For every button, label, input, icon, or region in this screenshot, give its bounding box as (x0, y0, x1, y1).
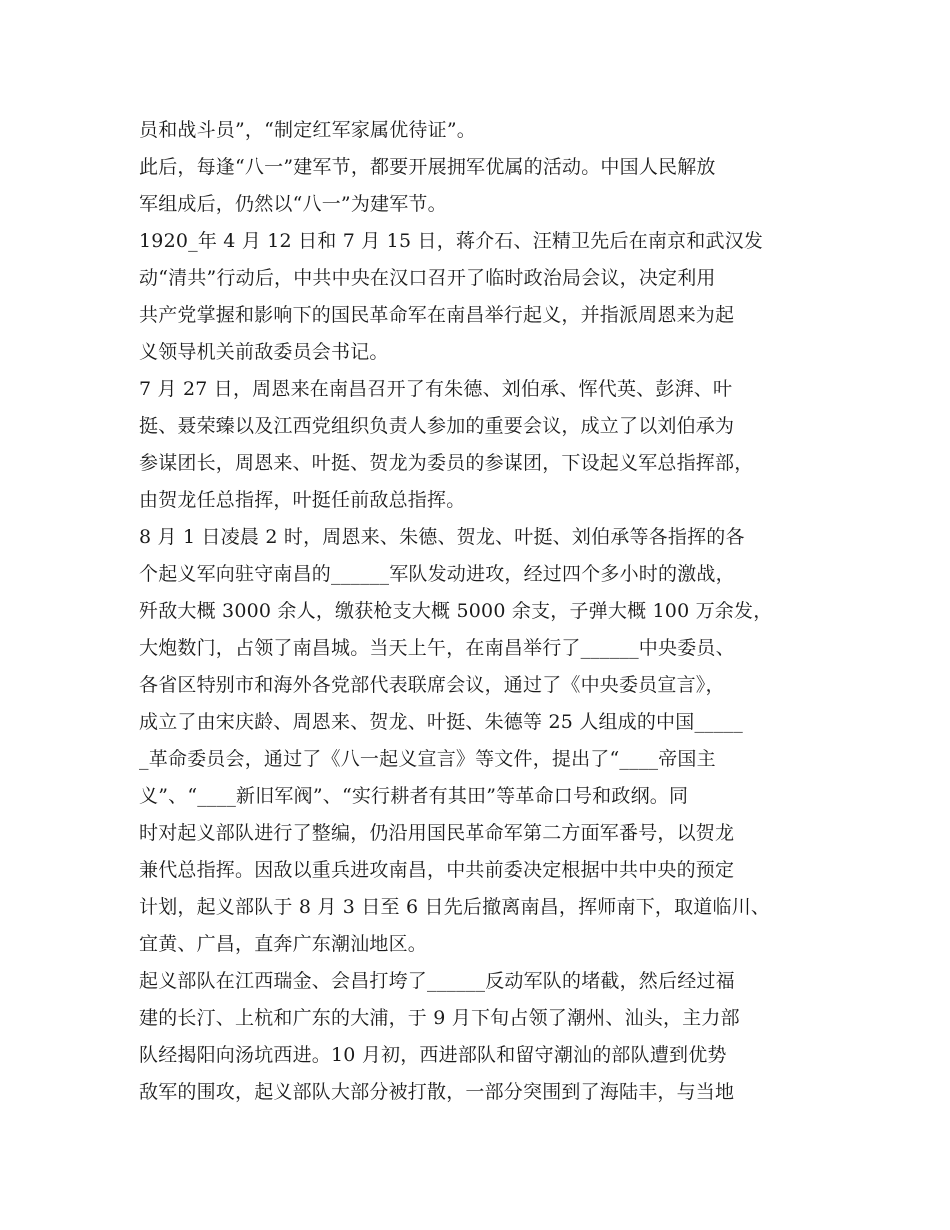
text-line: 敌军的围攻，起义部队大部分被打散，一部分突围到了海陆丰，与当地 (139, 1081, 735, 1103)
text-line: 7 月 27 日，周恩来在南昌召开了有朱德、刘伯承、恽代英、彭湃、叶 (139, 378, 733, 400)
text-line: 建的长汀、上杭和广东的大浦，于 9 月下旬占领了潮州、汕头，主力部 (139, 1007, 740, 1029)
text-line: 队经揭阳向汤坑西进。10 月初，西进部队和留守潮汕的部队遭到优势 (139, 1044, 727, 1066)
text-line: 共产党掌握和影响下的国民革命军在南昌举行起义，并指派周恩来为起 (139, 304, 735, 326)
text-line: 军组成后，仍然以“八一”为建军节。 (139, 193, 447, 215)
paragraph-3 (139, 223, 819, 371)
paragraph-4 (139, 371, 819, 519)
paragraph-6 (139, 963, 819, 1111)
text-line: 义”、“____新旧军阀”、“实行耕者有其田”等革命口号和政纲。同 (139, 785, 689, 807)
text-line: 时对起义部队进行了整编，仍沿用国民革命军第二方面军番号，以贺龙 (139, 822, 735, 844)
text-line: 挺、聂荣臻以及江西党组织负责人参加的重要会议，成立了以刘伯承为 (139, 415, 735, 437)
text-line: 此后，每逢“八一”建军节，都要开展拥军优属的活动。中国人民解放 (139, 156, 716, 178)
text-line: _革命委员会，通过了《八一起义宣言》等文件，提出了“____帝国主 (139, 748, 716, 770)
text-line: 歼敌大概 3000 余人，缴获枪支大概 5000 余支，子弹大概 100 万余发， (139, 600, 773, 622)
paragraph-2 (139, 149, 819, 223)
text-line: 大炮数门，占领了南昌城。当天上午，在南昌举行了______中央委员、 (139, 637, 735, 659)
text-line: 8 月 1 日凌晨 2 时，周恩来、朱德、贺龙、叶挺、刘伯承等各指挥的各 (139, 526, 745, 548)
text-line: 宜黄、广昌，直奔广东潮汕地区。 (139, 933, 428, 955)
text-line: 义领导机关前敌委员会书记。 (139, 341, 389, 363)
paragraph-1 (139, 112, 819, 149)
paragraph-5 (139, 519, 819, 963)
text-line: 由贺龙任总指挥，叶挺任前敌总指挥。 (139, 489, 466, 511)
text-line: 成立了由宋庆龄、周恩来、贺龙、叶挺、朱德等 25 人组成的中国_____ (139, 711, 743, 733)
text-line: 个起义军向驻守南昌的______军队发动进攻，经过四个多小时的激战， (139, 563, 735, 585)
text-line: 各省区特别市和海外各党部代表联席会议，通过了《中央委员宣言》， (139, 674, 725, 696)
text-line: 员和战斗员”，“制定红军家属优待证”。 (139, 119, 476, 141)
document-body (139, 112, 819, 1111)
text-line: 动“清共”行动后，中共中央在汉口召开了临时政治局会议，决定利用 (139, 267, 716, 289)
text-line: 1920_年 4 月 12 日和 7 月 15 日，蒋介石、汪精卫先后在南京和武汉发 (139, 230, 764, 252)
text-line: 起义部队在江西瑞金、会昌打垮了______反动军队的堵截，然后经过福 (139, 970, 735, 992)
text-line: 参谋团长，周恩来、叶挺、贺龙为委员的参谋团，下设起义军总指挥部， (139, 452, 754, 474)
text-line: 计划，起义部队于 8 月 3 日至 6 日先后撤离南昌，挥师南下，取道临川、 (139, 896, 771, 918)
text-line: 兼代总指挥。因敌以重兵进攻南昌，中共前委决定根据中共中央的预定 (139, 859, 735, 881)
